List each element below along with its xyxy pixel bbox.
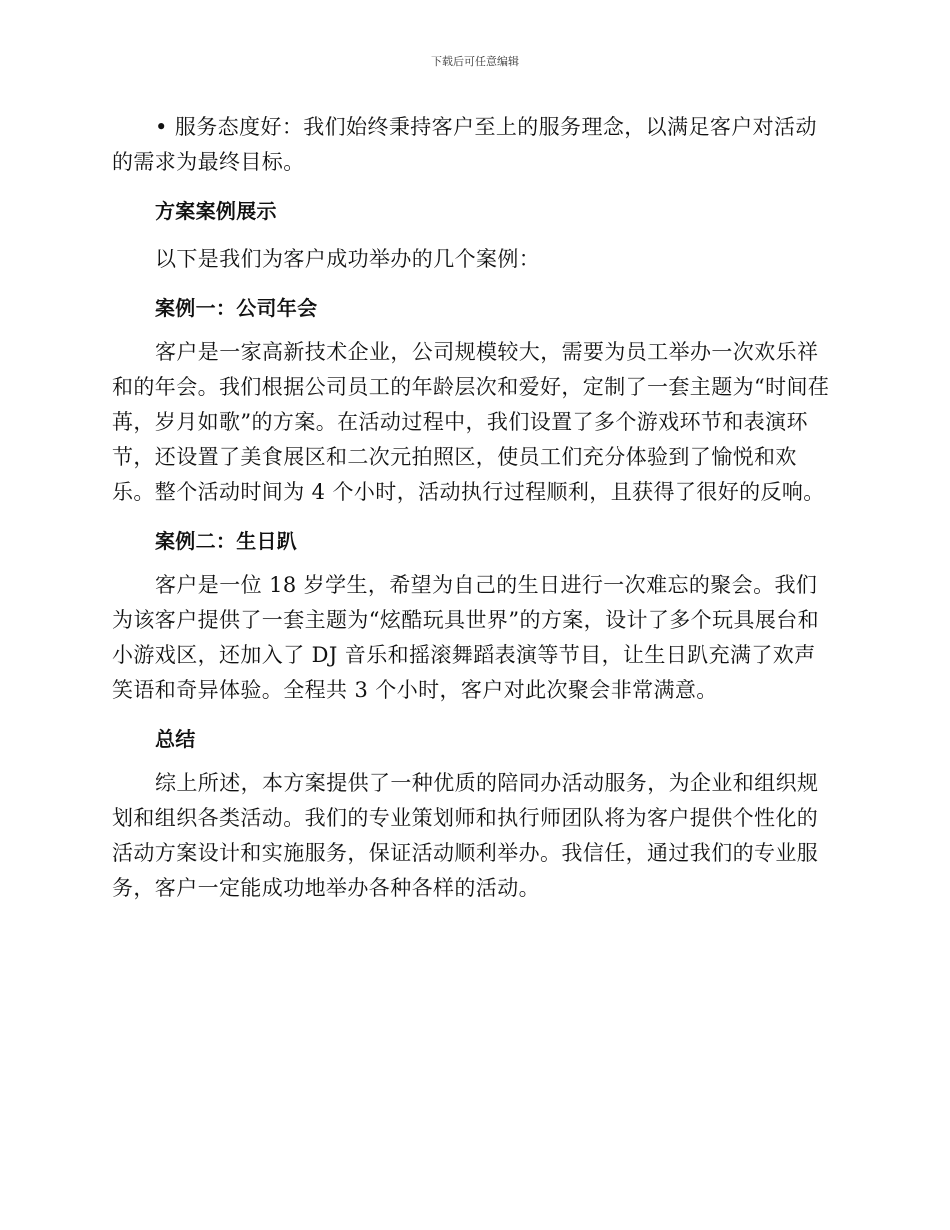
cases-heading: 方案案例展示 [155, 199, 277, 223]
case1-paragraph: 客户是一家高新技术企业，公司规模较大，需要为员工举办一次欢乐祥和的年会。我们根据公司员工的年龄层次和爱好，定制了一套主题为“时间荏苒，岁月如歌”的方案。在活动过程中，我们设置了多个游戏环节和表演环节，还设置了美食展区和二次元拍照区，使员工们充分体验到了愉悦和欢乐。整个活动时间为 4 个小时，活动执行过程顺利，且获得了很好的反响。 [112, 340, 830, 504]
case2-paragraph: 客户是一位 18 岁学生，希望为自己的生日进行一次难忘的聚会。我们为该客户提供了一套主题为“炫酷玩具世界”的方案，设计了多个玩具展台和小游戏区，还加入了 DJ 音乐和摇滚舞蹈表演等节目，让生日趴充满了欢声笑语和奇异体验。全程共 3 个小时，客户对此次聚会非常满意。 [112, 573, 820, 702]
service-attitude-paragraph: • 服务态度好：我们始终秉持客户至上的服务理念，以满足客户对活动的需求为最终目标。 [112, 115, 817, 174]
cases-intro-paragraph: 以下是我们为客户成功举办的几个案例： [155, 247, 541, 271]
summary-heading: 总结 [155, 727, 196, 751]
document-body [112, 110, 832, 906]
summary-paragraph: 综上所述，本方案提供了一种优质的陪同办活动服务，为企业和组织规划和组织各类活动。我们的专业策划师和执行师团队将为客户提供个性化的活动方案设计和实施服务，保证活动顺利举办。我信任，通过我们的专业服务，客户一定能成功地举办各种各样的活动。 [112, 771, 819, 900]
case2-heading: 案例二：生日趴 [155, 529, 298, 553]
page-header: 下载后可任意编辑 [431, 55, 519, 68]
case1-heading: 案例一：公司年会 [155, 296, 318, 320]
